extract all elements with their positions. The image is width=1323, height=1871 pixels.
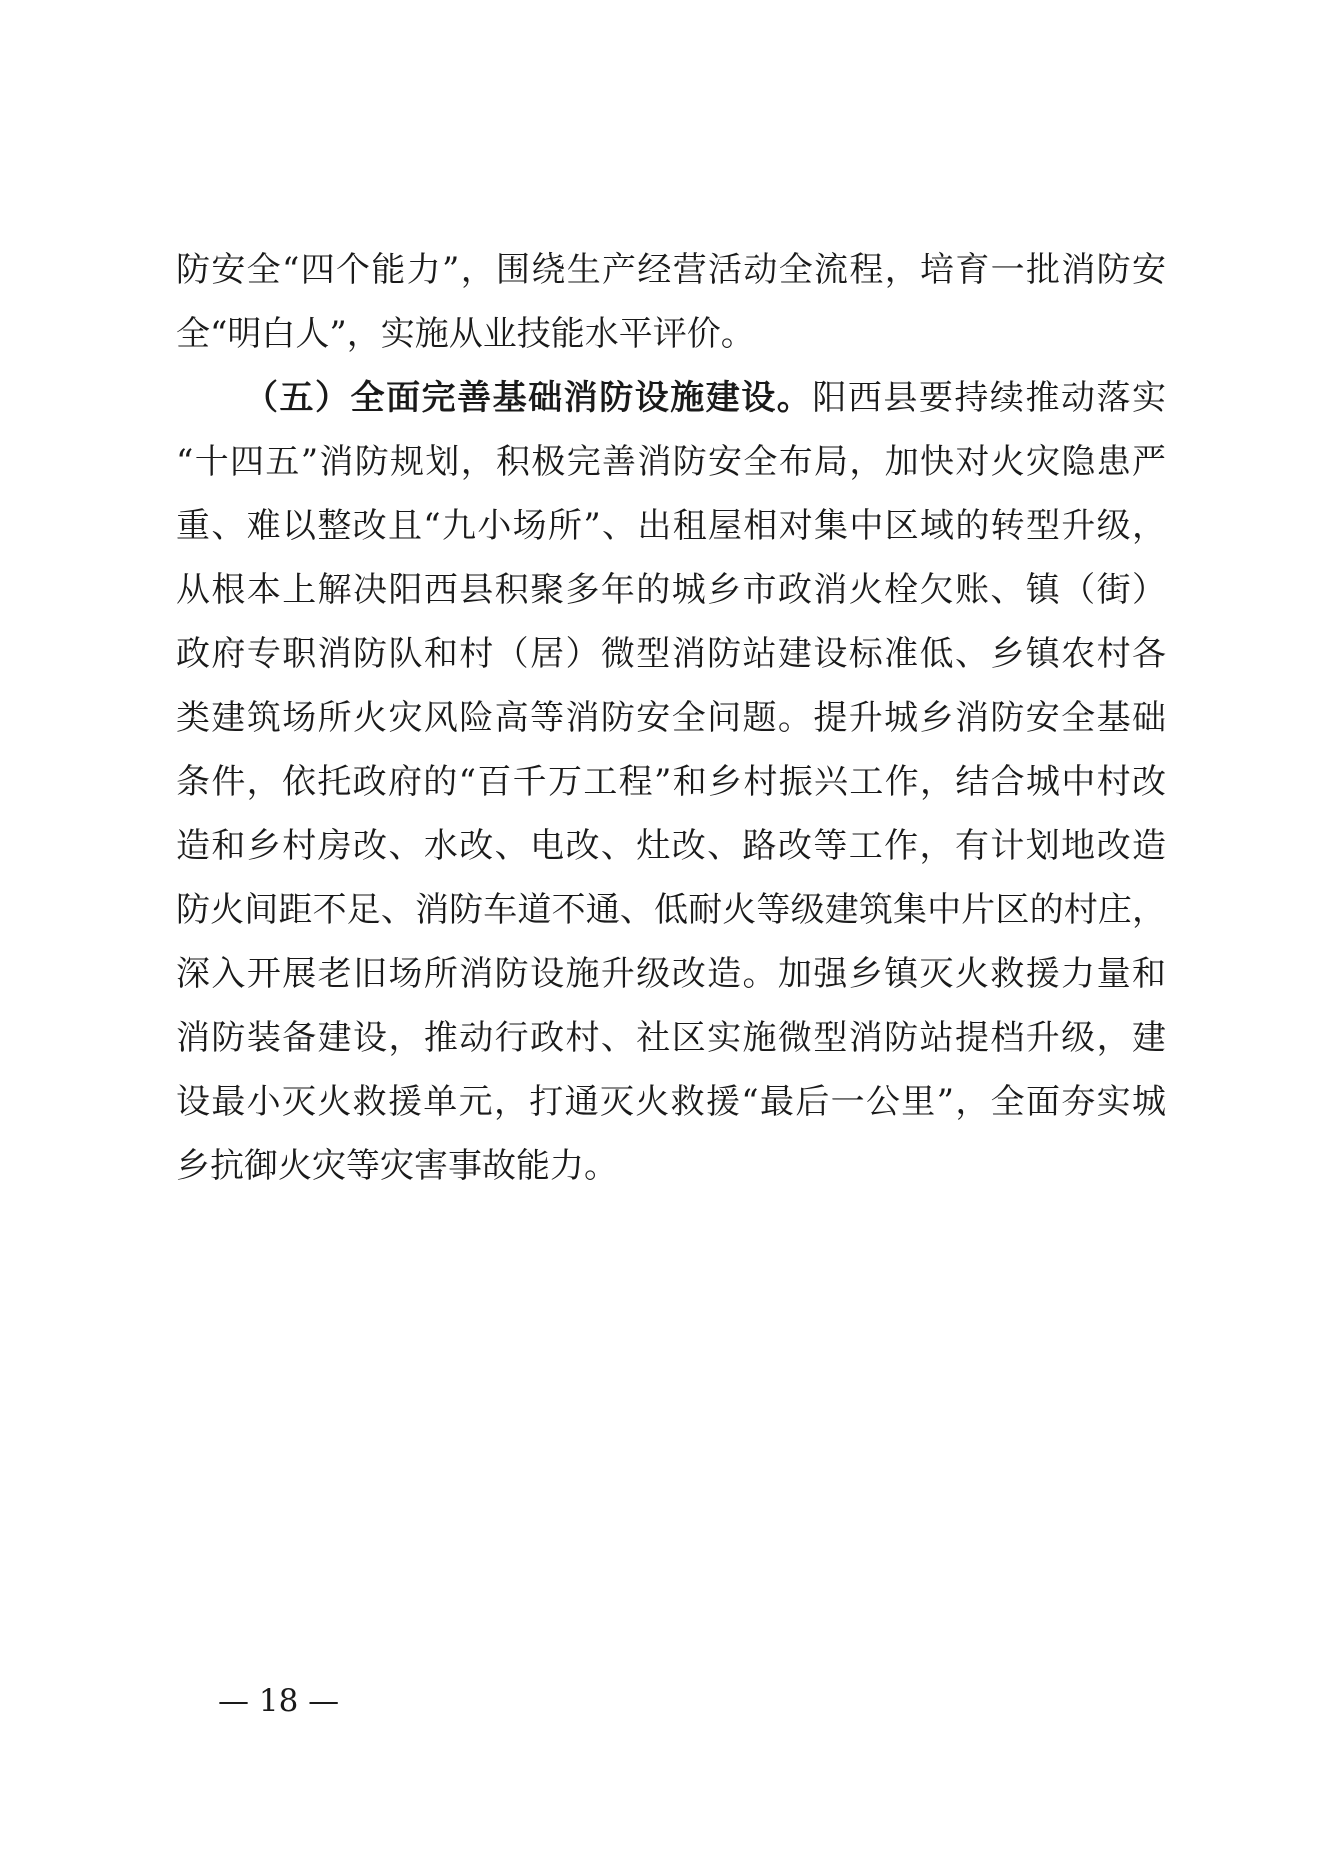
paragraph-line: 消防装备建设，推动行政村、社区实施微型消防站提档升级，建 <box>176 1018 1166 1058</box>
paragraph-line: 乡抗御火灾等灾害事故能力。 <box>176 1146 618 1186</box>
paragraph-line: 政府专职消防队和村（居）微型消防站建设标准低、乡镇农村各 <box>176 634 1166 674</box>
section-heading: （五）全面完善基础消防设施建设。 <box>244 378 813 418</box>
document-body <box>176 238 1166 1198</box>
paragraph-line: 重、难以整改且“九小场所”、出租屋相对集中区域的转型升级， <box>176 506 1166 546</box>
paragraph-line: 条件，依托政府的“百千万工程”和乡村振兴工作，结合城中村改 <box>176 762 1166 802</box>
paragraph-line: 防安全“四个能力”，围绕生产经营活动全流程，培育一批消防安 <box>176 250 1166 290</box>
paragraph-line: “十四五”消防规划，积极完善消防安全布局，加快对火灾隐患严 <box>176 442 1166 482</box>
paragraph-line: 设最小灭火救援单元，打通灭火救援“最后一公里”，全面夯实城 <box>176 1082 1166 1122</box>
paragraph-line: 从根本上解决阳西县积聚多年的城乡市政消火栓欠账、镇（街） <box>176 570 1166 610</box>
paragraph-line: 全“明白人”，实施从业技能水平评价。 <box>176 314 755 354</box>
paragraph-line: 防火间距不足、消防车道不通、低耐火等级建筑集中片区的村庄， <box>176 890 1166 930</box>
page-number: — 18 — <box>218 1683 340 1719</box>
section-heading-line <box>176 366 1166 430</box>
paragraph-line: 深入开展老旧场所消防设施升级改造。加强乡镇灭火救援力量和 <box>176 954 1166 994</box>
paragraph-text: 阳西县要持续推动落实 <box>812 378 1167 418</box>
paragraph-line: 造和乡村房改、水改、电改、灶改、路改等工作，有计划地改造 <box>176 826 1166 866</box>
paragraph-line: 类建筑场所火灾风险高等消防安全问题。提升城乡消防安全基础 <box>176 698 1166 738</box>
